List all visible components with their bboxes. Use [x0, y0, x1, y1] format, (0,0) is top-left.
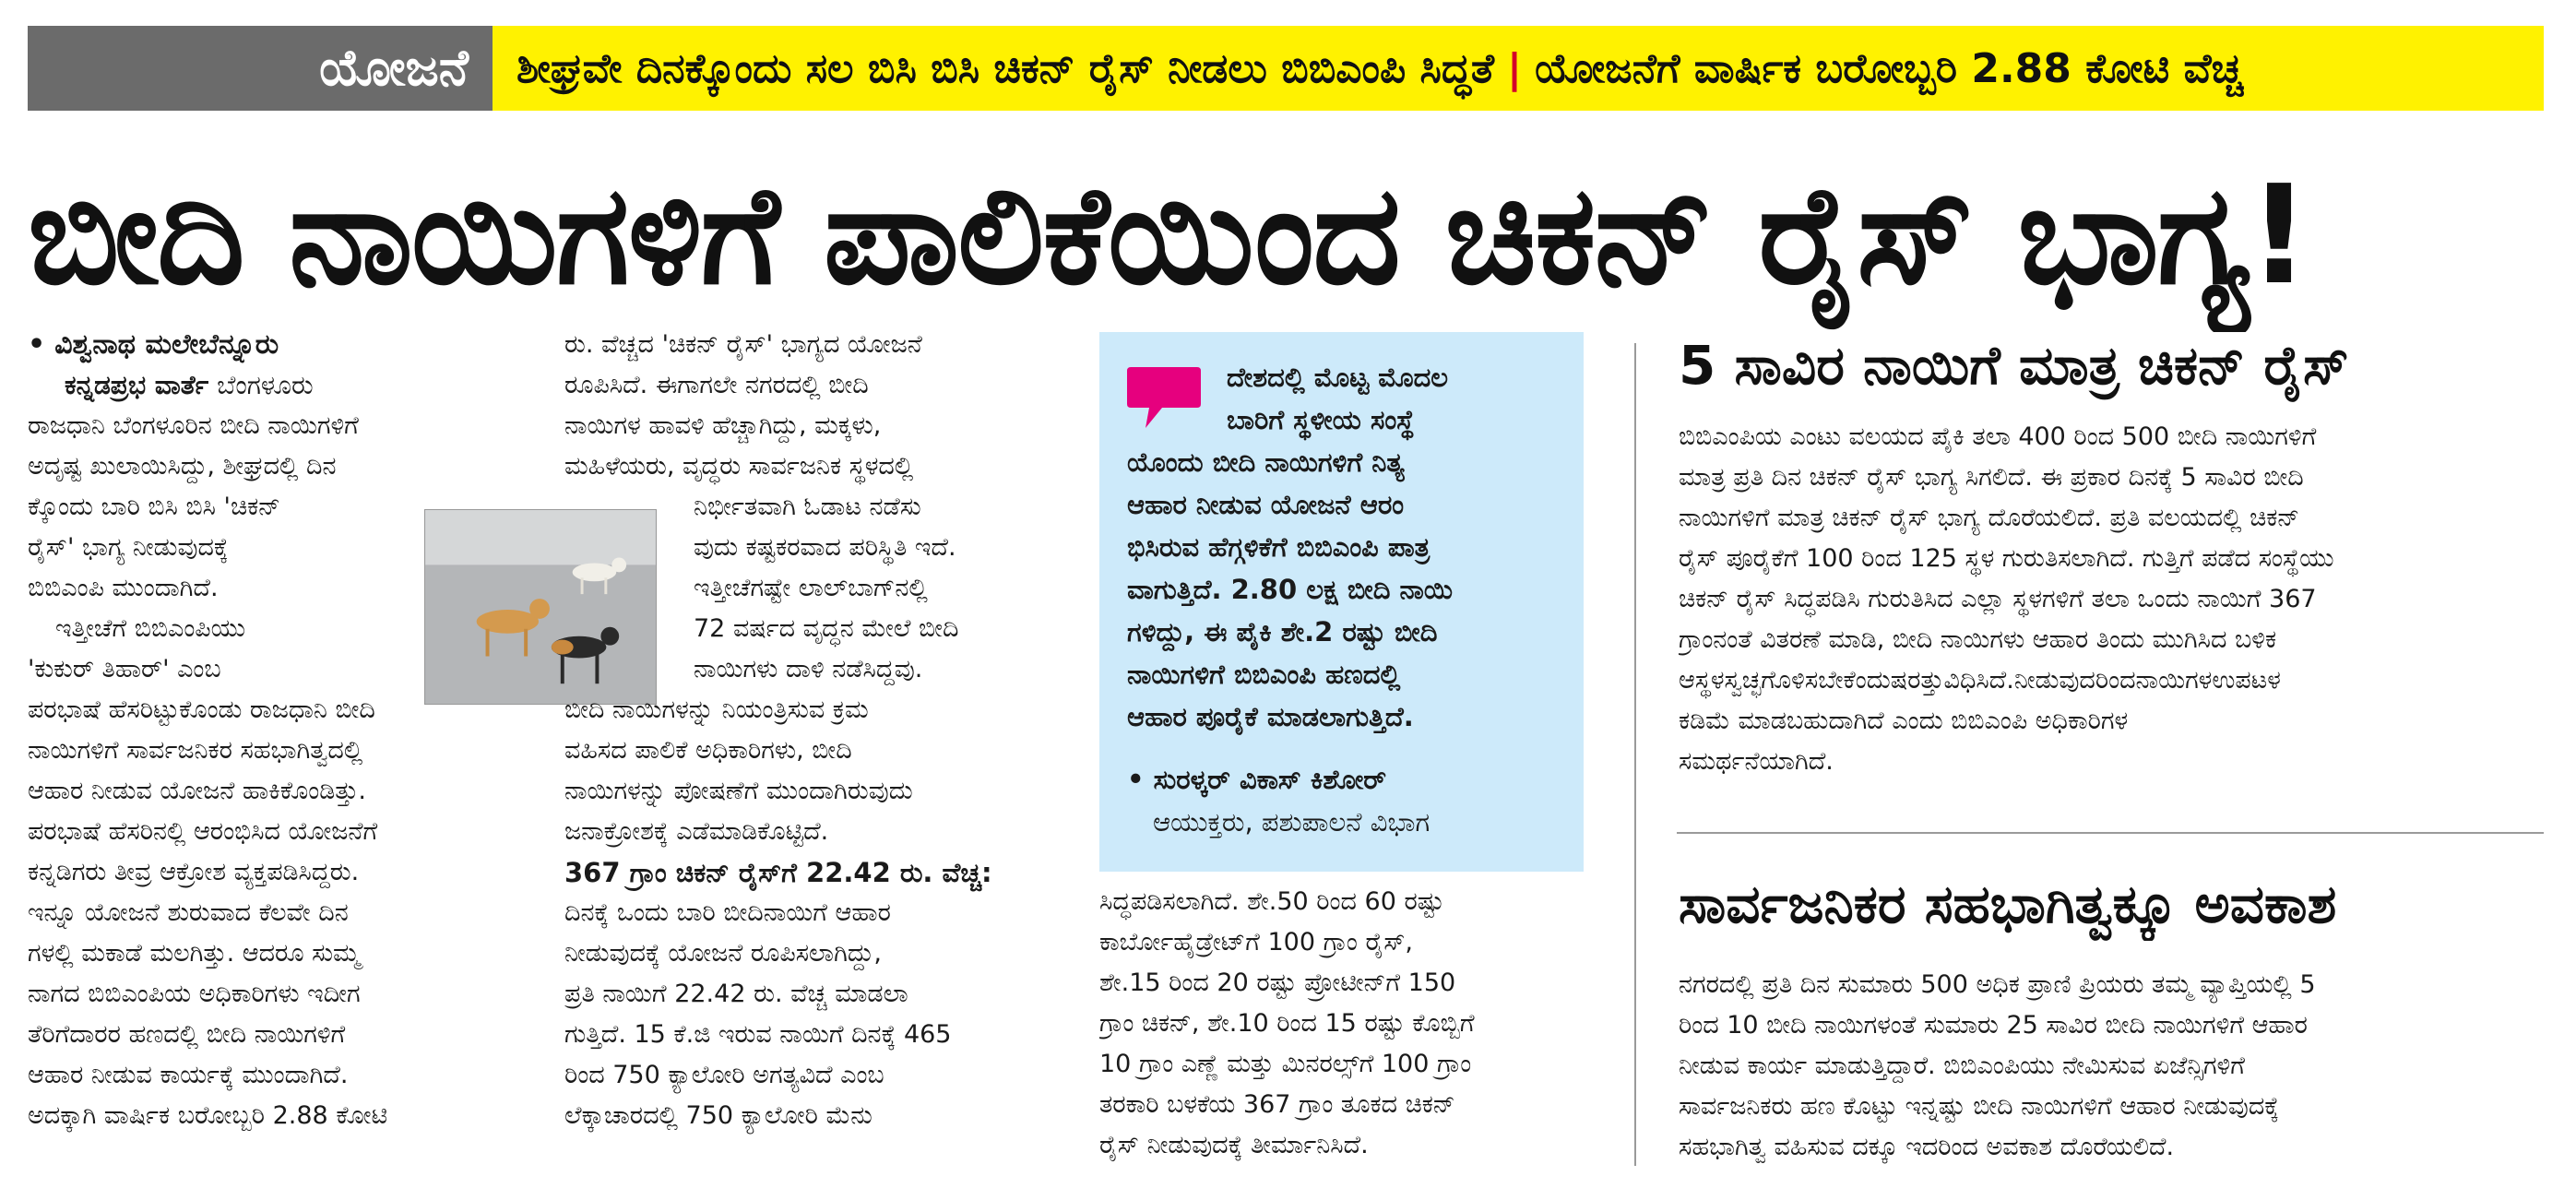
side-story-1-line: ಮಾತ್ರ ಪ್ರತಿ ದಿನ ಚಿಕನ್ ರೈಸ್ ಭಾಗ್ಯ ಸಿಗಲಿದೆ. ಈ ಪ್ರಕಾರ ದಿನಕ್ಕೆ 5 ಸಾವಿರ ಬೀದಿ	[1679, 463, 2304, 492]
column-1-line: ಇತ್ತೀಚೆಗೆ ಬಿಬಿಎಂಪಿಯು	[55, 614, 246, 643]
side-story-2-line: ನೀಡುವ ಕಾರ್ಯ ಮಾಡುತ್ತಿದ್ದಾರೆ. ಬಿಬಿಎಂಪಿಯು ನೇಮಿಸುವ ಏಜೆನ್ಸಿಗಳಿಗೆ	[1679, 1051, 2245, 1080]
column-1-line: ತೆರಿಗೆದಾರರ ಹಣದಲ್ಲಿ ಬೀದಿ ನಾಯಿಗಳಿಗೆ	[28, 1020, 346, 1049]
column-1-line: ಇನ್ನೂ ಯೋಜನೆ ಶುರುವಾದ ಕೆಲವೇ ದಿನ	[28, 898, 349, 927]
quote-box-line: ನಾಯಿಗಳಿಗೆ ಬಿಬಿಎಂಪಿ ಹಣದಲ್ಲಿ	[1127, 659, 1401, 690]
column-2-bottom-line: ದಿನಕ್ಕೆ ಒಂದು ಬಾರಿ ಬೀದಿನಾಯಿಗೆ ಆಹಾರ	[564, 898, 891, 927]
column-1-line: ಬಿಬಿಎಂಪಿ ಮುಂದಾಗಿದೆ.	[28, 574, 219, 602]
column-2-subhead: 367 ಗ್ರಾಂ ಚಿಕನ್ ರೈಸ್‌ಗೆ 22.42 ರು. ವೆಚ್ಚ:	[564, 857, 992, 888]
quote-box-line: ಬಾರಿಗೆ ಸ್ಥಳೀಯ ಸಂಸ್ಥೆ	[1227, 404, 1415, 435]
byline-credit	[28, 365, 516, 406]
column-2-line: ನಾಯಿಗಳನ್ನು ಪೋಷಣೆಗೆ ಮುಂದಾಗಿರುವುದು	[564, 777, 913, 805]
column-2-line: ಬೀದಿ ನಾಯಿಗಳನ್ನು ನಿಯಂತ್ರಿಸುವ ಕ್ರಮ	[564, 695, 869, 724]
quote-box-line: ಭಿಸಿರುವ ಹೆಗ್ಗಳಿಕೆಗೆ ಬಿಬಿಎಂಪಿ ಪಾತ್ರ	[1127, 531, 1430, 563]
column-1-line: ಕನ್ನಡಿಗರು ತೀವ್ರ ಆಕ್ರೋಶ ವ್ಯಕ್ತಪಡಿಸಿದ್ದರು.	[28, 858, 360, 886]
side-story-2-line: ನಗರದಲ್ಲಿ ಪ್ರತಿ ದಿನ ಸುಮಾರು 500 ಅಧಿಕ ಪ್ರಾಣಿ ಪ್ರಿಯರು ತಮ್ಮ ವ್ಯಾಪ್ತಿಯಲ್ಲಿ 5	[1679, 970, 2316, 999]
column-2-line: ನಾಯಿಗಳು ದಾಳಿ ನಡೆಸಿದ್ದವು.	[694, 655, 923, 683]
column-2-body-bottom	[564, 893, 1053, 1136]
kicker-text	[493, 26, 2544, 111]
column-2-line: ವಹಿಸದ ಪಾಲಿಕೆ ಅಧಿಕಾರಿಗಳು, ಬೀದಿ	[564, 736, 852, 765]
side-story-1-line: ಚಿಕನ್ ರೈಸ್ ಸಿದ್ಧಪಡಿಸಿ ಗುರುತಿಸಿದ ಎಲ್ಲಾ ಸ್ಥಳಗಳಿಗೆ ತಲಾ ಒಂದು ನಾಯಿಗೆ 367	[1679, 585, 2317, 613]
column-2-bottom-line: ಗುತ್ತಿದೆ. 15 ಕೆ.ಜಿ ಇರುವ ನಾಯಿಗೆ ದಿನಕ್ಕೆ 465	[564, 1020, 952, 1049]
column-3-line: ಗ್ರಾಂ ಚಿಕನ್, ಶೇ.10 ರಿಂದ 15 ರಷ್ಟು ಕೊಬ್ಬಿಗೆ	[1099, 1009, 1475, 1038]
column-2-bottom-line: ರಿಂದ 750 ಕ್ಯಾಲೋರಿ ಅಗತ್ಯವಿದೆ ಎಂಬ	[564, 1061, 884, 1089]
column-1-line: ಕ್ಕೊಂದು ಬಾರಿ ಬಿಸಿ ಬಿಸಿ 'ಚಿಕನ್	[28, 493, 281, 521]
column-3-line: ಕಾರ್ಬೋಹೈಡ್ರೇಟ್‌ಗೆ 100 ಗ್ರಾಂ ರೈಸ್,	[1099, 928, 1414, 956]
column-2-line: ಜನಾಕ್ರೋಶಕ್ಕೆ ಎಡೆಮಾಡಿಕೊಟ್ಟಿದೆ.	[564, 817, 829, 846]
column-1-line: ಆಹಾರ ನೀಡುವ ಯೋಜನೆ ಹಾಕಿಕೊಂಡಿತ್ತು.	[28, 777, 366, 805]
column-3-line: ತರಕಾರಿ ಬಳಕೆಯ 367 ಗ್ರಾಂ ತೂಕದ ಚಿಕನ್	[1099, 1090, 1455, 1119]
column-3-line: ರೈಸ್ ನೀಡುವುದಕ್ಕೆ ತೀರ್ಮಾನಿಸಿದೆ.	[1099, 1131, 1369, 1159]
side-story-1-heading: 5 ಸಾವಿರ ನಾಯಿಗೆ ಮಾತ್ರ ಚಿಕನ್ ರೈಸ್	[1679, 334, 2349, 397]
side-story-2-heading: ಸಾರ್ವಜನಿಕರ ಸಹಭಾಗಿತ್ವಕ್ಕೂ ಅವಕಾಶ	[1679, 873, 2337, 935]
column-2-bottom-line: ಲೆಕ್ಕಾಚಾರದಲ್ಲಿ 750 ಕ್ಯಾಲೋರಿ ಮೆನು	[564, 1101, 873, 1130]
column-1-line: ರೈಸ್' ಭಾಗ್ಯ ನೀಡುವುದಕ್ಕೆ	[28, 533, 229, 562]
column-1-line: ನಾಗದ ಬಿಬಿಎಂಪಿಯ ಅಧಿಕಾರಿಗಳು ಇದೀಗ	[28, 980, 361, 1008]
column-2-line: 72 ವರ್ಷದ ವೃದ್ಧನ ಮೇಲೆ ಬೀದಿ	[694, 614, 959, 643]
horizontal-divider	[1677, 832, 2544, 834]
column-2-line: ನಾಯಿಗಳ ಹಾವಳಿ ಹೆಚ್ಚಾಗಿದ್ದು, ಮಕ್ಕಳು,	[564, 411, 882, 440]
side-story-1-line: ರೈಸ್ ಪೂರೈಕೆಗೆ 100 ರಿಂದ 125 ಸ್ಥಳ ಗುರುತಿಸಲಾಗಿದೆ. ಗುತ್ತಿಗೆ ಪಡೆದ ಸಂಸ್ಥೆಯು	[1679, 544, 2334, 573]
side-story-2-line: ರಿಂದ 10 ಬೀದಿ ನಾಯಿಗಳಂತೆ ಸುಮಾರು 25 ಸಾವಿರ ಬೀದಿ ನಾಯಿಗಳಿಗೆ ಆಹಾರ	[1679, 1011, 2308, 1040]
side-story-1-text	[1679, 417, 2546, 782]
column-3-body	[1099, 882, 1588, 1166]
quote-box-line: ದೇಶದಲ್ಲಿ ಮೊಟ್ಟ ಮೊದಲ	[1227, 362, 1449, 393]
side-story-2-line: ಸಾರ್ವಜನಿಕರು ಹಣ ಕೊಟ್ಟು ಇನ್ನಷ್ಟು ಬೀದಿ ನಾಯಿಗಳಿಗೆ ಆಹಾರ ನೀಡುವುದಕ್ಕೆ	[1679, 1092, 2280, 1121]
column-1-line: ಗಳಲ್ಲಿ ಮಕಾಡೆ ಮಲಗಿತ್ತು. ಆದರೂ ಸುಮ್ಮ	[28, 939, 361, 968]
side-story-1-body	[1679, 417, 2546, 804]
column-1-line: ನಾಯಿಗಳಿಗೆ ಸಾರ್ವಜನಿಕರ ಸಹಭಾಗಿತ್ವದಲ್ಲಿ	[28, 736, 363, 765]
column-1-line: ಅದಕ್ಕಾಗಿ ವಾರ್ಷಿಕ ಬರೋಬ್ಬರಿ 2.88 ಕೋಟಿ	[28, 1101, 388, 1130]
column-2-line: ವುದು ಕಷ್ಟಕರವಾದ ಪರಿಸ್ಥಿತಿ ಇದೆ.	[694, 533, 956, 562]
column-3-line: 10 ಗ್ರಾಂ ಎಣ್ಣೆ ಮತ್ತು ಮಿನರಲ್ಸ್‌ಗೆ 100 ಗ್ರಾಂ	[1099, 1050, 1472, 1078]
quote-box	[1099, 332, 1584, 872]
column-2	[564, 325, 1053, 1182]
side-story-1-line: ಬಿಬಿಎಂಪಿಯ ಎಂಟು ವಲಯದ ಪೈಕಿ ತಲಾ 400 ರಿಂದ 500 ಬೀದಿ ನಾಯಿಗಳಿಗೆ	[1679, 422, 2317, 451]
column-1-line: 'ಕುಕುರ್ ತಿಹಾರ್' ಎಂಬ	[28, 655, 221, 683]
column-2-body-top	[564, 325, 1053, 852]
side-story-1-line: ಸಮರ್ಥನೆಯಾಗಿದೆ.	[1679, 747, 1834, 776]
column-3	[1099, 882, 1588, 1177]
byline-agency: ಕನ್ನಡಪ್ರಭ ವಾರ್ತೆ	[65, 370, 209, 400]
column-3-line: ಸಿದ್ಧಪಡಿಸಲಾಗಿದೆ. ಶೇ.50 ರಿಂದ 60 ರಷ್ಟು	[1099, 887, 1444, 916]
column-2-line: ಮಹಿಳೆಯರು, ವೃದ್ಧರು ಸಾರ್ವಜನಿಕ ಸ್ಥಳದಲ್ಲಿ	[564, 452, 914, 481]
column-2-bottom-line: ನೀಡುವುದಕ್ಕೆ ಯೋಜನೆ ರೂಪಿಸಲಾಗಿದ್ದು,	[564, 939, 882, 968]
side-story-2-body	[1679, 965, 2546, 1177]
quote-box-text	[1127, 356, 1556, 738]
column-2-bottom-line: ಪ್ರತಿ ನಾಯಿಗೆ 22.42 ರು. ವೆಚ್ಚ ಮಾಡಲಾ	[564, 980, 908, 1008]
quote-box-line: ಆಹಾರ ನೀಡುವ ಯೋಜನೆ ಆರಂ	[1127, 489, 1405, 520]
column-1-line: ಆಹಾರ ನೀಡುವ ಕಾರ್ಯಕ್ಕೆ ಮುಂದಾಗಿದೆ.	[28, 1061, 349, 1089]
side-story-2-line: ಸಹಭಾಗಿತ್ವ ವಹಿಸುವ ದಕ್ಕೂ ಇದರಿಂದ ಅವಕಾಶ ದೊರೆಯಲಿದೆ.	[1679, 1133, 2175, 1161]
kicker-strip	[28, 26, 2544, 111]
side-story-2-text	[1679, 965, 2546, 1168]
kicker-tag: ಯೋಜನೆ	[28, 26, 493, 111]
column-1-line: ಅದೃಷ್ಟ ಖುಲಾಯಿಸಿದ್ದು, ಶೀಘ್ರದಲ್ಲಿ ದಿನ	[28, 452, 337, 481]
quote-box-line: ಗಳಿದ್ದು, ಈ ಪೈಕಿ ಶೇ.2 ರಷ್ಟು ಬೀದಿ	[1127, 616, 1438, 648]
column-3-line: ಶೇ.15 ರಿಂದ 20 ರಷ್ಟು ಪ್ರೋಟೀನ್‌ಗೆ 150	[1099, 968, 1456, 997]
byline-place: ಬೆಂಗಳೂರು	[217, 370, 314, 400]
quote-box-line: ಆಹಾರ ಪೂರೈಕೆ ಮಾಡಲಾಗುತ್ತಿದೆ.	[1127, 701, 1414, 732]
side-story-1-line: ಕಡಿಮೆ ಮಾಡಬಹುದಾಗಿದೆ ಎಂದು ಬಿಬಿಎಂಪಿ ಅಧಿಕಾರಿಗಳ	[1679, 707, 2129, 735]
side-story-1-line: ಆಸ್ಥಳಸ್ವಚ್ಛಗೊಳಿಸಬೇಕೆಂದುಷರತ್ತುವಿಧಿಸಿದೆ.ನೀಡುವುದರಿಂದನಾಯಿಗಳಉಪಟಳ	[1679, 666, 2281, 695]
byline-author: • ವಿಶ್ವನಾಥ ಮಲೇಬೆನ್ನೂರು	[28, 328, 279, 361]
column-1	[28, 325, 516, 1182]
vertical-divider	[1634, 343, 1636, 1166]
column-2-line: ರೂಪಿಸಿದೆ. ಈಗಾಗಲೇ ನಗರದಲ್ಲಿ ಬೀದಿ	[564, 371, 869, 399]
column-2-line: ರು. ವೆಚ್ಚದ 'ಚಿಕನ್ ರೈಸ್' ಭಾಗ್ಯದ ಯೋಜನೆ	[564, 330, 922, 359]
side-story-1-line: ನಾಯಿಗಳಿಗೆ ಮಾತ್ರ ಚಿಕನ್ ರೈಸ್ ಭಾಗ್ಯ ದೊರೆಯಲಿದೆ. ಪ್ರತಿ ವಲಯದಲ್ಲಿ ಚಿಕನ್	[1679, 504, 2300, 532]
quote-attribution	[1127, 758, 1561, 843]
column-1-line: ಪರಭಾಷೆ ಹೆಸರಿನಲ್ಲಿ ಆರಂಭಿಸಿದ ಯೋಜನೆಗೆ	[28, 817, 378, 846]
column-1-line: ರಾಜಧಾನಿ ಬೆಂಗಳೂರಿನ ಬೀದಿ ನಾಯಿಗಳಿಗೆ	[28, 411, 359, 440]
kicker-text-left: ಶೀಘ್ರವೇ ದಿನಕ್ಕೊಂದು ಸಲ ಬಿಸಿ ಬಿಸಿ ಚಿಕನ್ ರೈಸ್ ನೀಡಲು ಬಿಬಿಎಂಪಿ ಸಿದ್ಧತೆ	[516, 44, 1494, 92]
quote-box-line: ಯೊಂದು ಬೀದಿ ನಾಯಿಗಳಿಗೆ ನಿತ್ಯ	[1127, 446, 1405, 478]
column-2-line: ನಿರ್ಭೀತವಾಗಿ ಓಡಾಟ ನಡೆಸು	[694, 493, 921, 521]
quote-speaker: • ಸುರಳ್ಕರ್ ವಿಕಾಸ್ ಕಿಶೋರ್	[1127, 764, 1387, 795]
kicker-separator: |	[1506, 44, 1523, 92]
column-1-line: ಪರಭಾಷೆ ಹೆಸರಿಟ್ಟುಕೊಂಡು ರಾಜಧಾನಿ ಬೀದಿ	[28, 695, 375, 724]
headline: ಬೀದಿ ನಾಯಿಗಳಿಗೆ ಪಾಲಿಕೆಯಿಂದ ಚಿಕನ್ ರೈಸ್ ಭಾಗ್ಯ!	[28, 156, 2309, 315]
quote-box-line: ವಾಗುತ್ತಿದೆ. 2.80 ಲಕ್ಷ ಬೀದಿ ನಾಯಿ	[1127, 574, 1454, 605]
column-2-line: ಇತ್ತೀಚೆಗಷ್ಟೇ ಲಾಲ್‌ಬಾಗ್‌ನಲ್ಲಿ	[694, 574, 928, 602]
quote-role: ಆಯುಕ್ತರು, ಪಶುಪಾಲನೆ ವಿಭಾಗ	[1153, 806, 1430, 838]
kicker-text-right: ಯೋಜನೆಗೆ ವಾರ್ಷಿಕ ಬರೋಬ್ಬರಿ 2.88 ಕೋಟಿ ವೆಚ್ಚ	[1535, 44, 2243, 92]
side-story-1-line: ಗ್ರಾಂನಂತೆ ವಿತರಣೆ ಮಾಡಿ, ಬೀದಿ ನಾಯಿಗಳು ಆಹಾರ ತಿಂದು ಮುಗಿಸಿದ ಬಳಿಕ	[1679, 625, 2277, 654]
